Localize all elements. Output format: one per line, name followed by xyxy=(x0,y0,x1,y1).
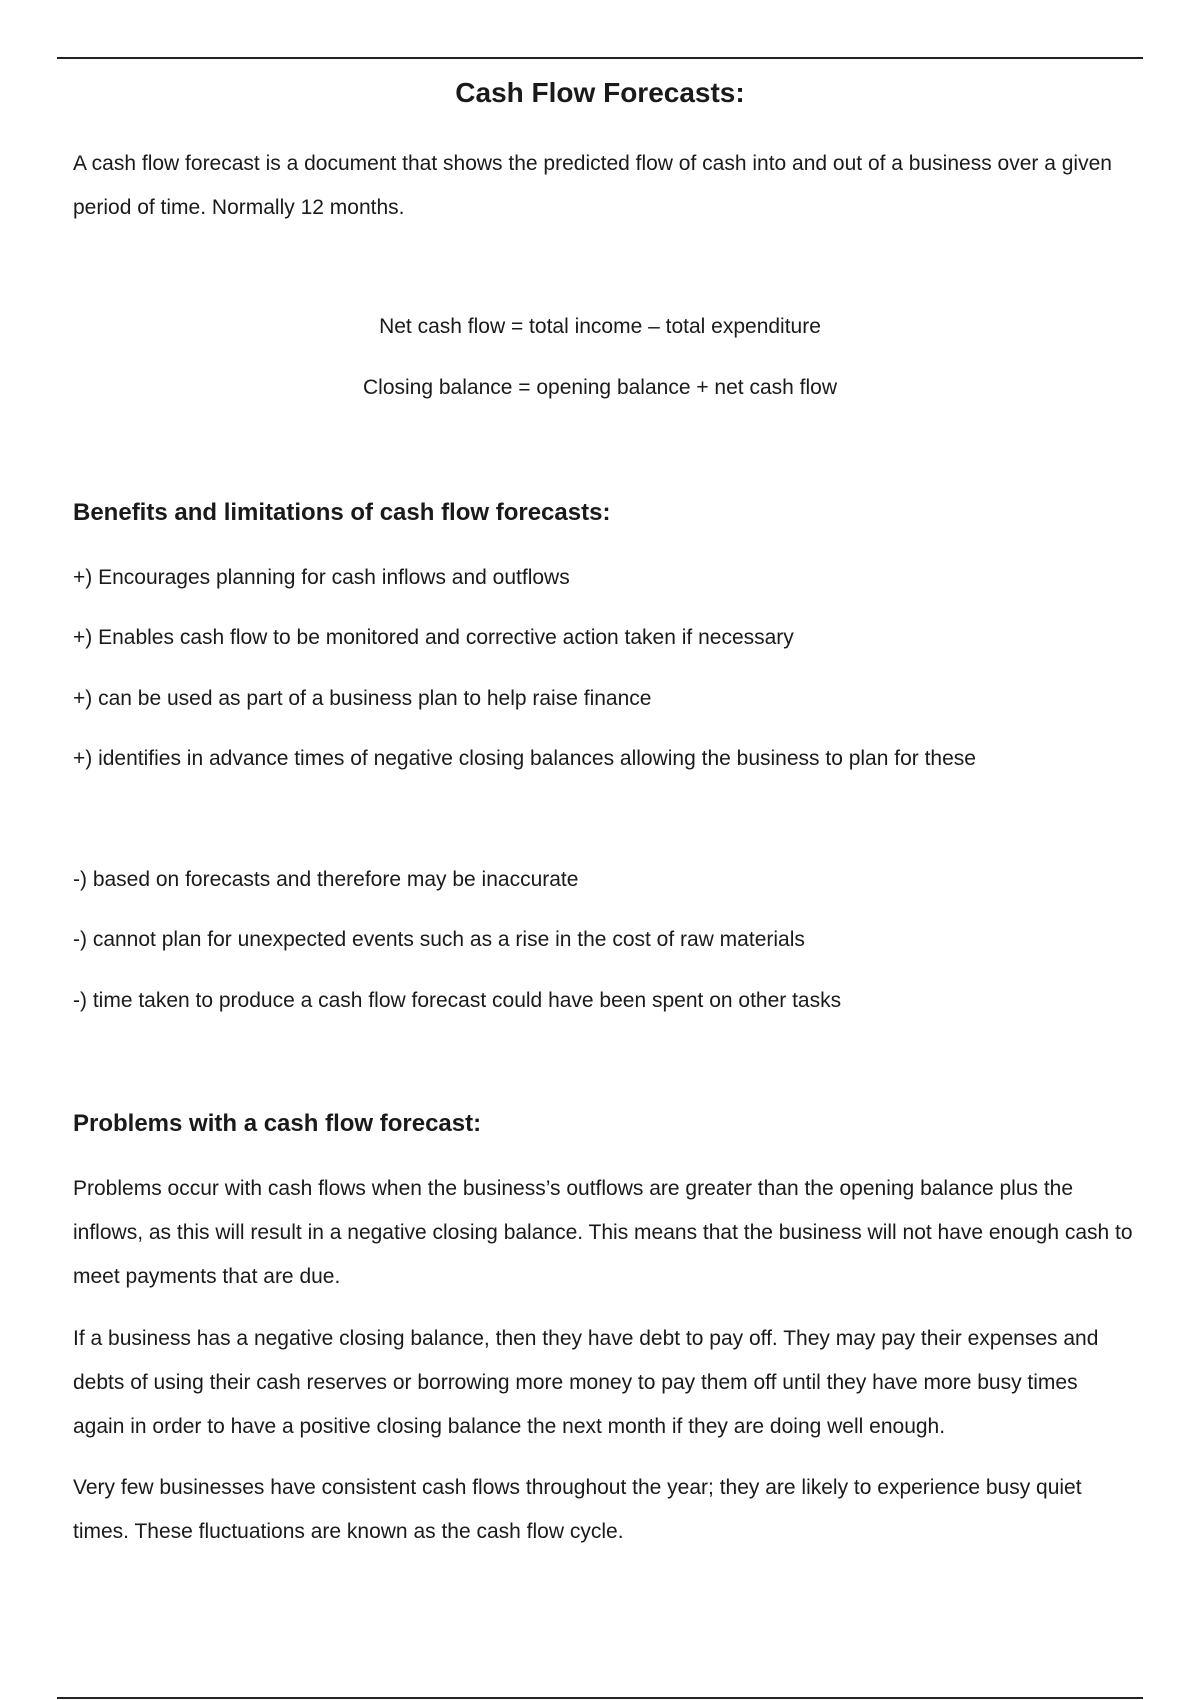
limitation-item: -) cannot plan for unexpected events such as a rise in the cost of raw materials xyxy=(73,928,805,951)
formula-closing-balance: Closing balance = opening balance + net cash flow xyxy=(363,376,837,399)
bottom-rule xyxy=(57,1697,1143,1699)
formula-net-cash-flow: Net cash flow = total income – total expenditure xyxy=(379,315,821,338)
problems-heading: Problems with a cash flow forecast: xyxy=(73,1110,482,1137)
intro-paragraph: A cash flow forecast is a document that shows the predicted flow of cash into and out of a business over a given period of time. Normally 12 months. xyxy=(73,152,1112,219)
limitation-item: -) time taken to produce a cash flow forecast could have been spent on other tasks xyxy=(73,989,842,1012)
problems-paragraph: Problems occur with cash flows when the business’s outflows are greater than the opening balance plus the inflows, as this will result in a negative closing balance. This means that the business will not have enough cash to meet payments that are due. xyxy=(73,1177,1133,1288)
benefit-item: +) identifies in advance times of negative closing balances allowing the business to plan for these xyxy=(73,747,976,770)
problems-paragraph: Very few businesses have consistent cash flows throughout the year; they are likely to experience busy quiet times. These fluctuations are known as the cash flow cycle. xyxy=(73,1476,1082,1543)
problems-paragraph: If a business has a negative closing balance, then they have debt to pay off. They may pay their expenses and debts of using their cash reserves or borrowing more money to pay them off until they have more busy times again in order to have a positive closing balance the next month if they are doing well enough. xyxy=(73,1327,1099,1438)
page-title: Cash Flow Forecasts: xyxy=(455,77,745,108)
benefits-limitations-heading: Benefits and limitations of cash flow forecasts: xyxy=(73,499,611,526)
top-rule xyxy=(57,57,1143,59)
benefit-item: +) Enables cash flow to be monitored and corrective action taken if necessary xyxy=(73,626,794,649)
benefit-item: +) Encourages planning for cash inflows and outflows xyxy=(73,566,570,589)
benefit-item: +) can be used as part of a business plan to help raise finance xyxy=(73,687,652,710)
limitation-item: -) based on forecasts and therefore may be inaccurate xyxy=(73,868,579,891)
